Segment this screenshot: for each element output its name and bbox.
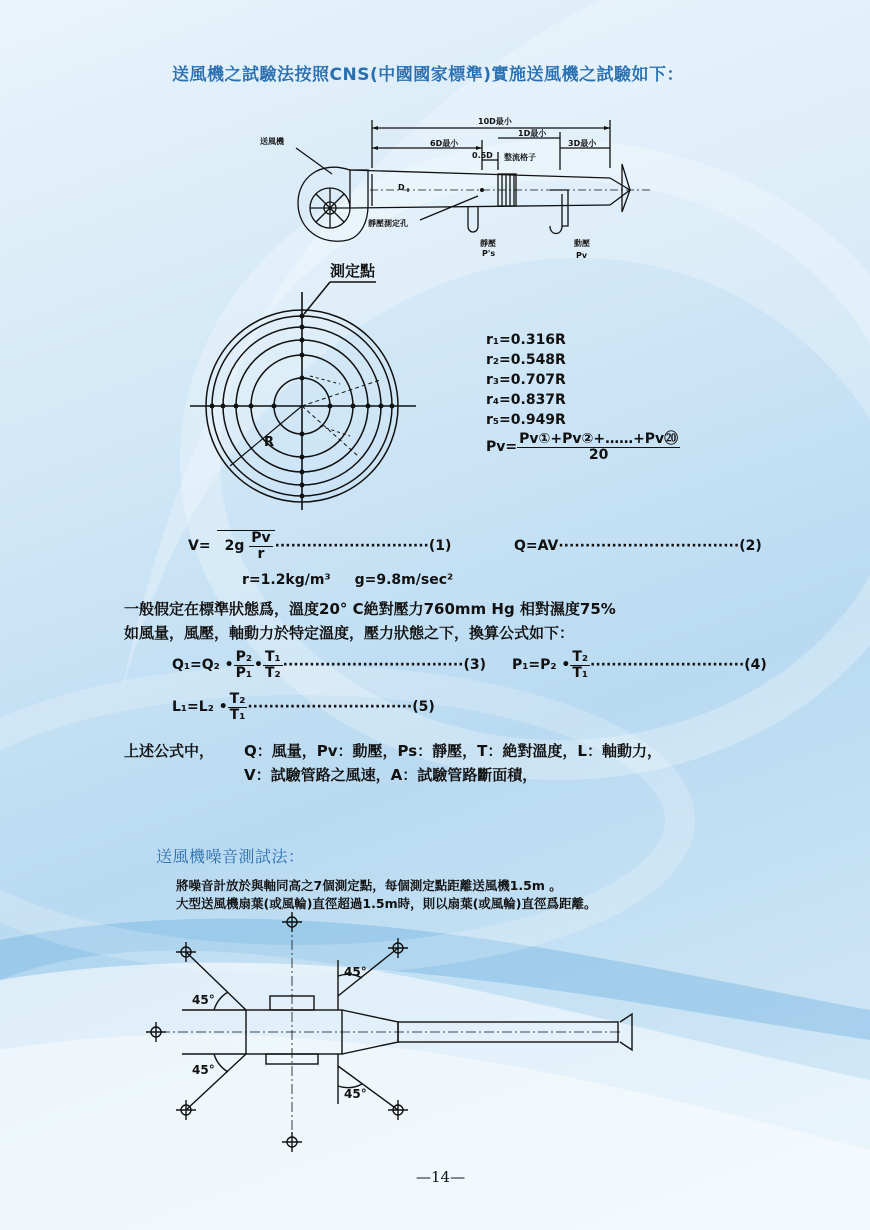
legend-line-2: V：試驗管路之風速，A：試驗管路斷面積， bbox=[244, 766, 538, 784]
formula-2 bbox=[514, 538, 762, 554]
noise-line-1: 將噪音計放於與軸同高之7個測定點，每個測定點距離送風機1.5m 。 bbox=[176, 878, 562, 893]
angle-label-upper-left: 45° bbox=[192, 993, 215, 1007]
formula-3 bbox=[172, 650, 486, 680]
label-05d: 0.5D bbox=[472, 151, 493, 160]
measurement-points-diagram bbox=[190, 260, 430, 510]
formula-5 bbox=[172, 692, 435, 722]
radius-4: r₄=0.837R bbox=[486, 392, 566, 408]
radius-5: r₅=0.949R bbox=[486, 412, 566, 428]
label-measurement-points: 測定點 bbox=[330, 262, 376, 280]
noise-test-diagram bbox=[120, 910, 650, 1155]
pv-numerator: Pv①+Pv②+……+Pv⑳ bbox=[519, 431, 679, 447]
label-10d: 10D最小 bbox=[478, 117, 512, 126]
f5-lhs: L₁=L₂ • bbox=[172, 699, 228, 716]
f5-dots: ······························· bbox=[247, 699, 413, 716]
label-fan: 送風機 bbox=[260, 137, 284, 146]
formula-4 bbox=[512, 650, 767, 680]
standard-line-1: 一般假定在標準狀態爲，溫度20° C絶對壓力760mm Hg 相對濕度75% bbox=[124, 600, 616, 618]
f3-dots: ·································· bbox=[282, 657, 464, 674]
f5-num: T₂ bbox=[229, 691, 246, 707]
angle-label-upper-right: 45° bbox=[344, 965, 367, 979]
label-straightener: 整流格子 bbox=[504, 153, 536, 162]
page-title: 送風機之試驗法按照CNS(中國國家標準)實施送風機之試驗如下： bbox=[172, 65, 684, 85]
page-number: —14— bbox=[416, 1168, 466, 1186]
f1-prefix: V= bbox=[188, 538, 211, 555]
radius-2: r₂=0.548R bbox=[486, 352, 566, 368]
label-static: 靜壓 bbox=[480, 239, 496, 248]
f5-tag: (5) bbox=[412, 699, 435, 716]
f1-dots: ····························· bbox=[274, 538, 429, 555]
f4-tag: (4) bbox=[744, 657, 767, 674]
pv-lhs: Pv= bbox=[486, 439, 518, 456]
label-ps: P's bbox=[482, 249, 496, 258]
f1-tag: (1) bbox=[428, 538, 452, 555]
f2-text: Q=AV bbox=[514, 538, 559, 554]
f2-tag: (2) bbox=[739, 538, 762, 554]
formula-1 bbox=[188, 530, 451, 561]
f4-num: T₂ bbox=[572, 649, 589, 665]
constant-g: g=9.8m/sec² bbox=[354, 572, 454, 588]
radius-1: r₁=0.316R bbox=[486, 332, 566, 348]
f1-coef: 2g bbox=[224, 538, 245, 555]
f3-lhs: Q₁=Q₂ • bbox=[172, 657, 234, 674]
label-1d: 1D最小 bbox=[518, 129, 547, 138]
duct-test-diagram bbox=[250, 108, 660, 268]
angle-label-lower-right: 45° bbox=[344, 1087, 367, 1101]
noise-title: 送風機噪音測試法： bbox=[156, 847, 305, 866]
label-radius: R bbox=[264, 435, 275, 450]
standard-line-2: 如風量，風壓，軸動力於特定溫度，壓力狀態之下，換算公式如下： bbox=[124, 624, 575, 642]
constants bbox=[242, 572, 453, 588]
label-d: D bbox=[398, 183, 405, 192]
f2-dots: ·································· bbox=[558, 538, 740, 554]
pv-formula bbox=[486, 432, 680, 462]
f3-tag: (3) bbox=[463, 657, 487, 674]
label-dynamic: 動壓 bbox=[574, 239, 590, 248]
label-pv: Pv bbox=[576, 251, 588, 260]
radius-3: r₃=0.707R bbox=[486, 372, 566, 388]
f3-frac1-den: P₁ bbox=[235, 664, 253, 681]
angle-label-lower-left: 45° bbox=[192, 1063, 215, 1077]
constant-r: r=1.2kg/m³ bbox=[242, 572, 331, 588]
f3-mid: • bbox=[254, 657, 263, 674]
f1-num: Pv bbox=[251, 530, 271, 546]
legend-prefix: 上述公式中， bbox=[124, 742, 215, 760]
label-6d: 6D最小 bbox=[430, 139, 459, 148]
noise-line-2: 大型送風機扇葉(或風輪)直徑超過1.5m時，則以扇葉(或風輪)直徑爲距離。 bbox=[176, 896, 597, 911]
radii-list bbox=[486, 330, 566, 430]
f4-dots: ····························· bbox=[590, 657, 745, 674]
legend-line-1: Q：風量，Pv：動壓，Ps：靜壓，T：絶對溫度，L：軸動力， bbox=[244, 742, 662, 760]
label-static-hole: 靜壓測定孔 bbox=[368, 219, 408, 228]
label-3d: 3D最小 bbox=[568, 139, 597, 148]
f3-frac2-num: T₁ bbox=[264, 649, 281, 665]
pv-denominator: 20 bbox=[588, 446, 609, 463]
f4-lhs: P₁=P₂ • bbox=[512, 657, 571, 674]
f4-den: T₁ bbox=[572, 664, 589, 681]
f3-frac2-den: T₂ bbox=[264, 664, 281, 681]
f1-den: r bbox=[257, 545, 265, 562]
f5-den: T₁ bbox=[229, 706, 246, 723]
f3-frac1-num: P₂ bbox=[235, 649, 253, 665]
